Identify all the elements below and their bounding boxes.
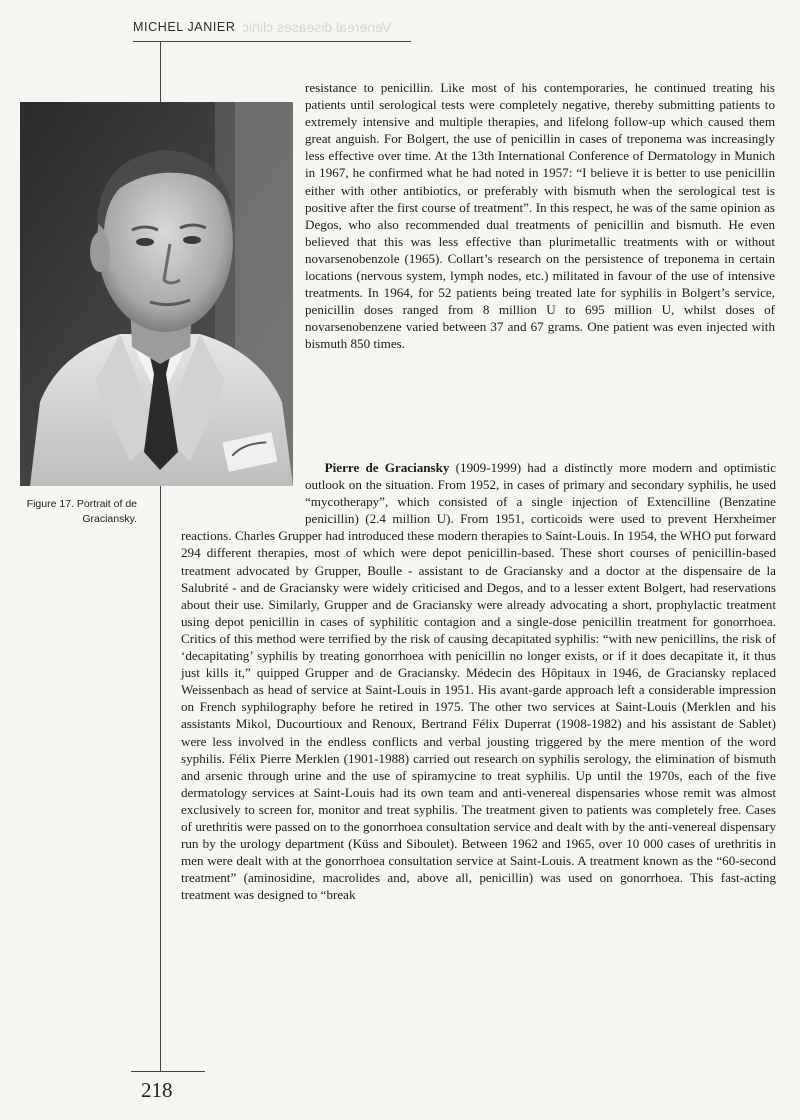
body-paragraph-2 — [181, 459, 776, 903]
body-paragraph-2-text: (1909-1999) had a distinctly more modern and optimistic outlook on the situation. From 1952, in cases of primary and secondary syphilis, he used “mycotherapy”, which consisted of a single injection of Extencilline (Benzatine penicillin) (2.4 million U). From 1951, corticoids were used to prevent Herxheimer reactions. Charles Grupper had introduced these modern therapies to Saint-Louis. In 1954, the WHO put forward 294 different therapies, most of which were depot penicillin-based. These short courses of penicillin-based treatment advocated by Grupper, Boulle - assistant to de Graciansky and a doctor at the dispensaire de la Salubrité - and de Graciansky were widely criticised and Degos, and to a lesser extent Bolgert, had reservations about their use. Similarly, Grupper and de Graciansky were already advocating a short, prophylactic treatment using depot penicillin in cases of syphilitic contagion and a single-dose penicillin treatment for gonorrhoea. Critics of this method were terrified by the risk of causing decapitated syphilis: “with new penicillins, the risk of ‘decapitating’ syphilis by treating gonorrhoea with penicillin no longer exists, or if it does decapitate it, it thus just kills it,” quipped Grupper and de Graciansky. Médecin des Hôpitaux in 1946, de Graciansky replaced Weissenbach as head of service at Saint-Louis in 1951. His avant-garde approach left a considerable impression on French syphilography before he retired in 1975. The other two services at Saint-Louis (Merklen and his assistants Mikol, Ducourtioux and Renoux, Bertrand Félix Duperrat (1908-1982) and his assistant de Sablet) were less involved in the endless conflicts and verbal jousting triggered by the mere mention of the word syphilis. Félix Pierre Merklen (1901-1988) carried out research on syphilis serology, the elimination of bismuth and arsenic through urine and the use of spiramycine to treat syphilis. Up until the 1970s, each of the five dermatology services at Saint-Louis had its own team and anti-venereal dispensaries whose remit was almost exclusively to screen for, monitor and treat syphilis. The treatment given to patients was completely free. Cases of urethritis were passed on to the gonorrhoea consultation service and dealt with by the anti-venereal dispensary run by the urology department (Küss and Siboulet). Between 1962 and 1965, over 10 000 cases of urethritis in men were dealt with at the gonorrhoea consultation service at Saint-Louis. A treatment known as the “60-second treatment” (aminosidine, macrolides and, above all, penicillin) was used on gonorrhoea. This fast-acting treatment was designed to “break — [181, 460, 776, 903]
person-name: Pierre de Graciansky — [324, 460, 450, 475]
portrait-illustration — [20, 102, 293, 486]
show-through-title: Venereal diseases clinic — [242, 19, 392, 35]
caption-wrap-space — [181, 459, 305, 515]
figure-caption: Figure 17. Portrait of de Graciansky. — [26, 498, 137, 525]
portrait-photo — [20, 102, 293, 486]
footer-rule — [131, 1071, 205, 1072]
header-rule — [133, 41, 411, 42]
running-head-author: MICHEL JANIER — [133, 20, 236, 34]
body-paragraph-1: resistance to penicillin. Like most of his contemporaries, he continued treating his patients until serological tests were completely negative, thereby submitting patients to extremely intensive and multiple therapies, and lifelong follow-up which caused them great anguish. For Bolgert, the use of penicillin in cases of treponema was increasingly less effective over time. At the 13th International Conference of Dermatology in Munich in 1967, he confirmed what he had noted in 1957: “I believe it is better to use penicillin either with other antibiotics, or preferably with bismuth when the serological test is positive after the first course of treatment”. In this respect, he was of the same opinion as Degos, who also recommended dual treatments of penicillin and bismuth. He even believed that this was less effective than plurimetallic treatments with or without novarsenobenzole (1965). Collart’s research on the persistence of treponema in certain locations (nervous system, lymph nodes, etc.) militated in favour of the use of intensive treatments. In 1964, for 52 patients being treated late for syphilis in Bolgert’s service, penicillin doses ranged from 8 million U to 695 million U, whilst doses of novarsenobenzene varied between 37 and 67 grams. One patient was even injected with bismuth 850 times. — [305, 80, 775, 352]
page-number: 218 — [141, 1078, 173, 1102]
